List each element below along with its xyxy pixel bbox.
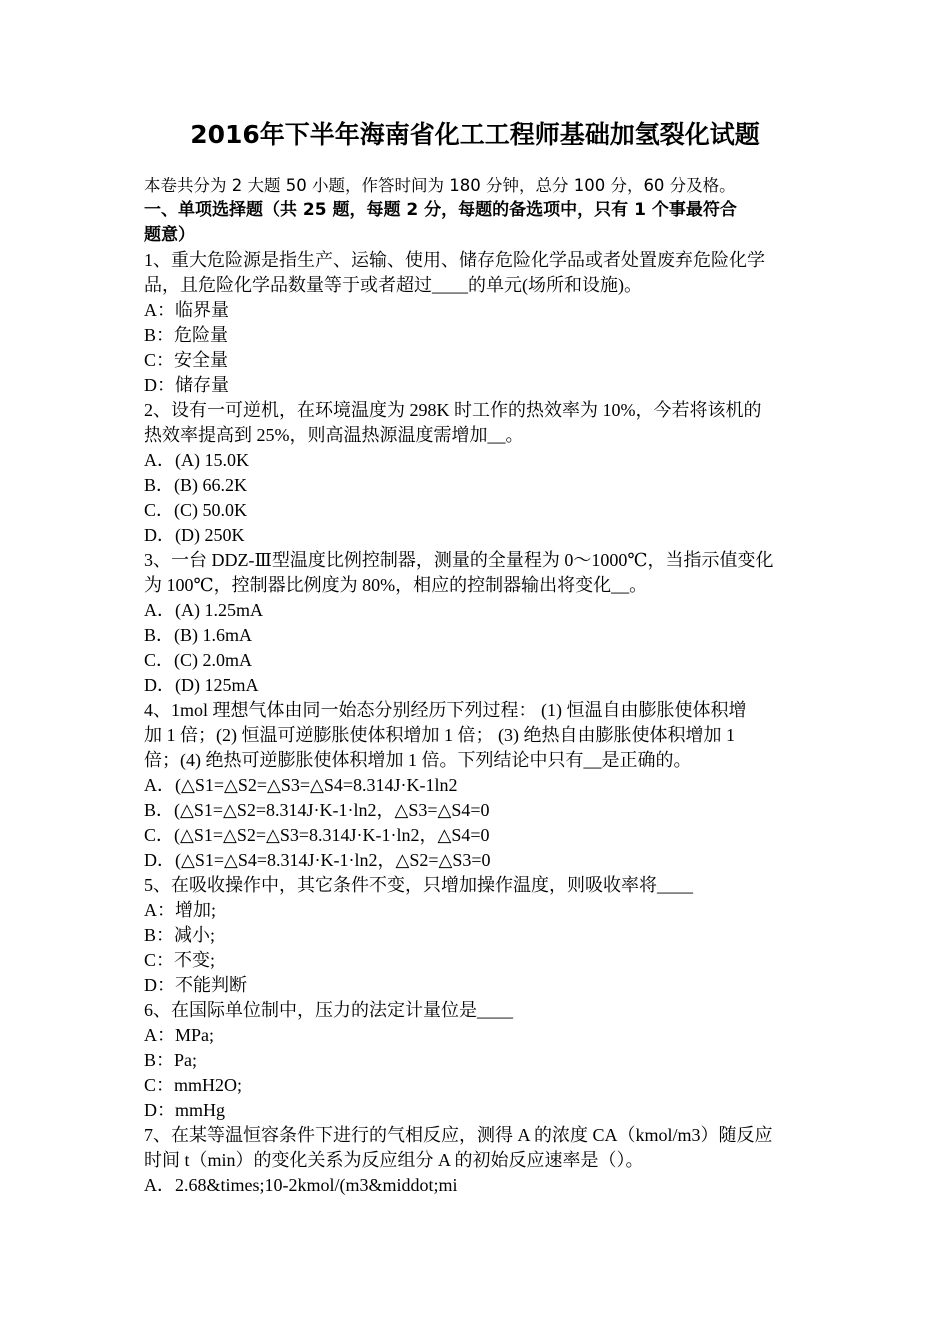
section-heading-line-1: 一、单项选择题（共 25 题，每题 2 分，每题的备选项中，只有 1 个事最符合 <box>144 200 737 220</box>
option-d: D：储存量 <box>144 375 229 395</box>
question-text: 5、在吸收操作中，其它条件不变，只增加操作温度，则吸收率将____ <box>144 875 693 895</box>
option-c: C．(C) 50.0K <box>144 500 247 520</box>
option-a: A：临界量 <box>144 300 229 320</box>
option-b: B：危险量 <box>144 325 229 345</box>
question-text: 4、1mol 理想气体由同一始态分别经历下列过程： (1) 恒温自由膨胀使体积增 <box>144 700 747 720</box>
question-text: 热效率提高到 25%，则高温热源温度需增加__。 <box>144 425 524 445</box>
option-b: B．(B) 1.6mA <box>144 625 252 645</box>
question-text: 2、设有一可逆机，在环境温度为 298K 时工作的热效率为 10%，今若将该机的 <box>144 400 762 420</box>
question-6 <box>144 998 808 1123</box>
option-c: C：mmH2O; <box>144 1075 243 1095</box>
question-text: 倍；(4) 绝热可逆膨胀使体积增加 1 倍。下列结论中只有__是正确的。 <box>144 750 692 770</box>
option-a: A：增加; <box>144 900 216 920</box>
option-a: A：MPa; <box>144 1025 215 1045</box>
question-5 <box>144 873 808 998</box>
option-c: C．(C) 2.0mA <box>144 650 252 670</box>
question-3 <box>144 548 808 698</box>
question-text: 3、一台 DDZ-Ⅲ型温度比例控制器，测量的全量程为 0～1000℃，当指示值变化 <box>144 550 774 570</box>
document-title: 2016年下半年海南省化工工程师基础加氢裂化试题 <box>190 120 760 149</box>
section-heading-line-2: 题意） <box>144 225 195 245</box>
option-a: A．2.68&times;10-2kmol/(m3&middot;mi <box>144 1175 458 1195</box>
question-text: 品，且危险化学品数量等于或者超过____的单元(场所和设施)。 <box>144 275 642 295</box>
question-text: 7、在某等温恒容条件下进行的气相反应，测得 A 的浓度 CA（kmol/m3）随反应 <box>144 1125 773 1145</box>
option-a: A．(A) 1.25mA <box>144 600 263 620</box>
question-text: 时间 t（min）的变化关系为反应组分 A 的初始反应速率是（）。 <box>144 1150 644 1170</box>
option-b: B：减小; <box>144 925 216 945</box>
question-text: 加 1 倍；(2) 恒温可逆膨胀使体积增加 1 倍； (3) 绝热自由膨胀使体积增加 1 <box>144 725 735 745</box>
option-b: B：Pa; <box>144 1050 198 1070</box>
option-a: A．(△S1=△S2=△S3=△S4=8.314J·K-1ln2 <box>144 775 458 795</box>
option-c: C：不变; <box>144 950 216 970</box>
document-body <box>144 173 808 1198</box>
option-d: D：不能判断 <box>144 975 247 995</box>
option-b: B．(△S1=△S2=8.314J·K-1·ln2，△S3=△S4=0 <box>144 800 490 820</box>
option-d: D．(D) 125mA <box>144 675 259 695</box>
option-d: D．(D) 250K <box>144 525 245 545</box>
question-1 <box>144 248 808 398</box>
option-d: D：mmHg <box>144 1100 225 1120</box>
option-a: A．(A) 15.0K <box>144 450 249 470</box>
question-text: 6、在国际单位制中，压力的法定计量位是____ <box>144 1000 513 1020</box>
question-2 <box>144 398 808 548</box>
question-text: 1、重大危险源是指生产、运输、使用、储存危险化学品或者处置废弃危险化学 <box>144 250 765 270</box>
option-b: B．(B) 66.2K <box>144 475 247 495</box>
question-7 <box>144 1123 808 1198</box>
option-c: C：安全量 <box>144 350 229 370</box>
question-text: 为 100℃，控制器比例度为 80%，相应的控制器输出将变化__。 <box>144 575 648 595</box>
option-d: D．(△S1=△S4=8.314J·K-1·ln2，△S2=△S3=0 <box>144 850 491 870</box>
exam-intro: 本卷共分为 2 大题 50 小题，作答时间为 180 分钟，总分 100 分，60 分及格。 <box>144 176 736 195</box>
question-4 <box>144 698 808 873</box>
option-c: C．(△S1=△S2=△S3=8.314J·K-1·ln2，△S4=0 <box>144 825 490 845</box>
